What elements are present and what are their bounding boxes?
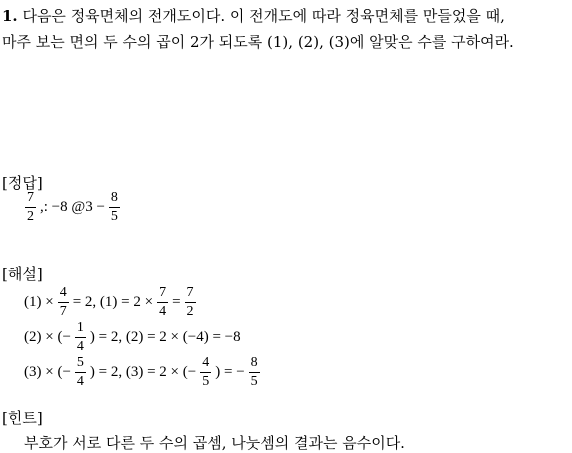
expr-prefix: (1) ×	[24, 293, 54, 310]
expr-fraction	[200, 356, 211, 389]
expr-middle: ) = 2, (2) = 2 × (−4) = −8	[89, 328, 241, 345]
expr-middle-2: ) = −	[215, 363, 245, 380]
question-text-1: 다음은 정육면체의 전개도이다. 이 전개도에 따라 정육면체를 만들었을 때,	[22, 7, 505, 25]
fraction-denominator: 5	[202, 374, 210, 389]
expr-fraction	[249, 356, 260, 389]
fraction-bar	[185, 302, 196, 303]
fraction-denominator: 5	[250, 374, 258, 389]
answer-line	[24, 191, 121, 224]
fraction-bar	[200, 372, 211, 373]
explanation-line-1	[24, 286, 197, 319]
fraction-bar	[75, 372, 86, 373]
explanation-label: [해설]	[2, 265, 43, 283]
expr-middle-2: =	[172, 293, 181, 310]
fraction-numerator: 4	[202, 355, 210, 370]
answer-label: [정답]	[2, 174, 43, 192]
fraction-bar	[75, 337, 86, 338]
question-number: 1.	[2, 7, 18, 25]
expr-prefix: (3) × (−	[24, 363, 71, 380]
fraction-bar	[157, 302, 168, 303]
fraction-numerator: 5	[76, 355, 84, 370]
explanation-line-3	[24, 356, 261, 389]
expr-fraction	[75, 321, 86, 354]
answer-middle-text: ,: −8 @3 −	[40, 198, 105, 215]
fraction-numerator: 8	[110, 190, 118, 205]
question-line-1	[2, 8, 505, 25]
fraction-bar	[109, 207, 120, 208]
expr-fraction	[157, 286, 168, 319]
fraction-bar	[58, 302, 69, 303]
question-line-2: 마주 보는 면의 두 수의 곱이 2가 되도록 (1), (2), (3)에 알맞은 수를 구하여라.	[2, 33, 514, 51]
fraction-numerator: 7	[159, 285, 167, 300]
fraction-numerator: 4	[59, 285, 67, 300]
expr-fraction	[185, 286, 196, 319]
fraction-denominator: 4	[159, 304, 167, 319]
expr-middle: ) = 2, (3) = 2 × (−	[89, 363, 197, 380]
fraction-numerator: 1	[76, 320, 84, 335]
hint-text: 부호가 서로 다른 두 수의 곱셈, 나눗셈의 결과는 음수이다.	[24, 434, 405, 452]
fraction-bar	[249, 372, 260, 373]
fraction-numerator: 7	[186, 285, 194, 300]
answer-fraction-2	[109, 191, 120, 224]
fraction-numerator: 7	[27, 190, 34, 205]
fraction-denominator: 4	[76, 374, 84, 389]
fraction-bar	[25, 207, 36, 208]
fraction-denominator: 2	[27, 209, 34, 224]
fraction-denominator: 2	[186, 304, 194, 319]
explanation-line-2	[24, 321, 241, 354]
expr-prefix: (2) × (−	[24, 328, 71, 345]
fraction-denominator: 7	[59, 304, 67, 319]
hint-label: [힌트]	[2, 409, 43, 427]
fraction-denominator: 4	[76, 339, 84, 354]
expr-middle: = 2, (1) = 2 ×	[72, 293, 154, 310]
expr-fraction	[58, 286, 69, 319]
expr-fraction	[75, 356, 86, 389]
fraction-numerator: 8	[250, 355, 258, 370]
fraction-denominator: 5	[110, 209, 118, 224]
answer-fraction-1	[25, 191, 36, 224]
